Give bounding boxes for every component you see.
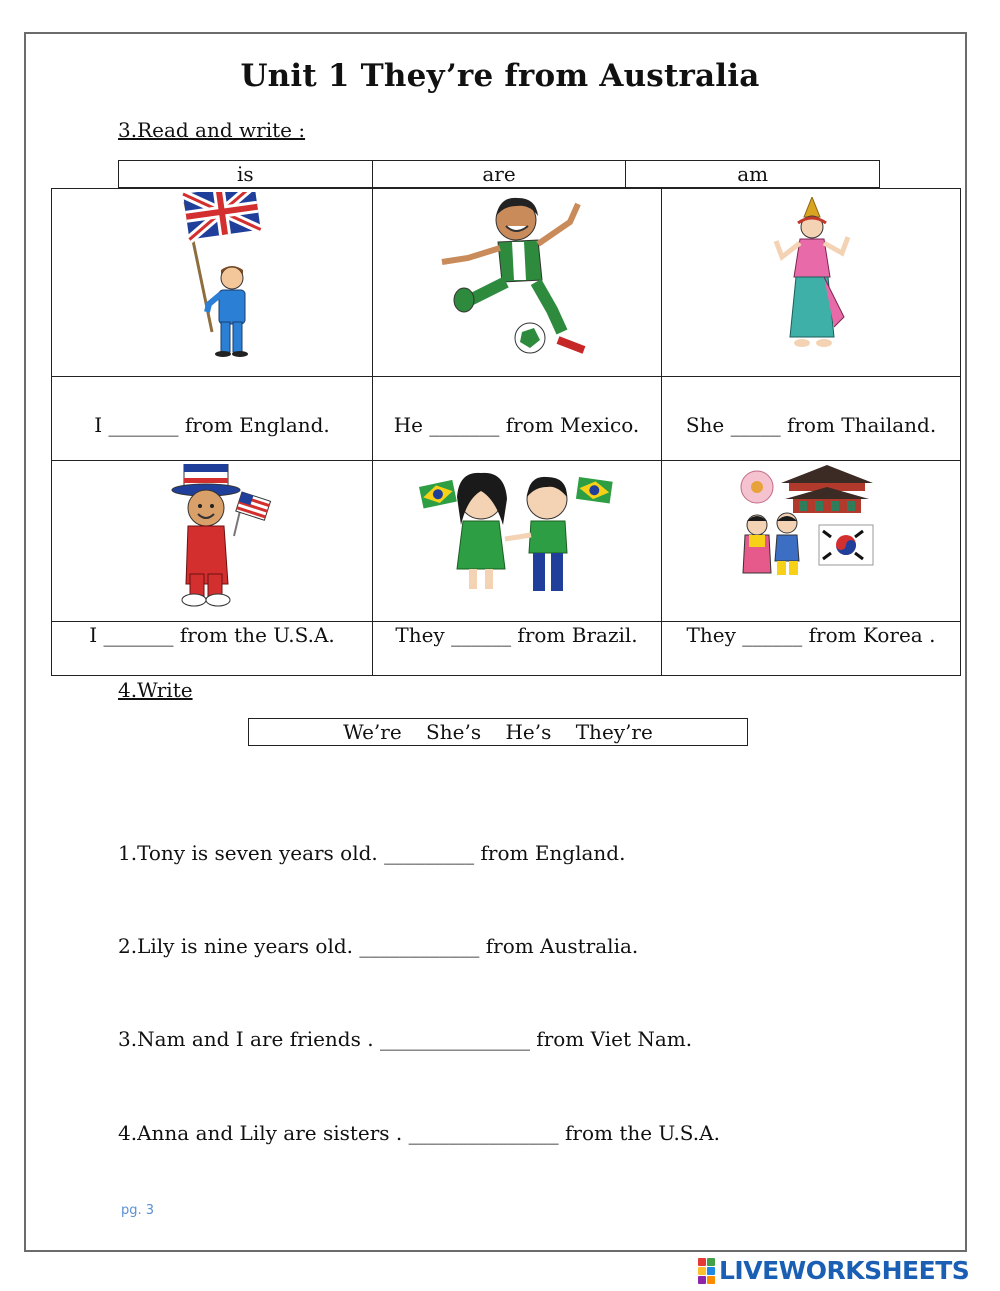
logo-square bbox=[698, 1276, 706, 1284]
picture-grid bbox=[51, 188, 961, 676]
caption-thailand: She _____ from Thailand. bbox=[685, 413, 937, 437]
sentence-2: 2.Lily is nine years old. ____________ from Australia. bbox=[118, 934, 639, 958]
word-bank-item: is bbox=[119, 161, 373, 187]
pronoun-item: She’s bbox=[426, 720, 482, 744]
pronoun-item: We’re bbox=[343, 720, 402, 744]
pronoun-item: They’re bbox=[575, 720, 653, 744]
korea-picture bbox=[737, 461, 877, 586]
sentence-3: 3.Nam and I are friends . _______________ from Viet Nam. bbox=[118, 1027, 693, 1051]
word-bank-item: am bbox=[737, 162, 769, 186]
brazil-kids-picture bbox=[419, 469, 614, 594]
liveworksheets-logo[interactable] bbox=[698, 1256, 969, 1285]
section-3-heading: 3.Read and write : bbox=[118, 118, 306, 142]
logo-square bbox=[707, 1276, 715, 1284]
thailand-dancer-picture bbox=[764, 197, 860, 357]
logo-square bbox=[698, 1258, 706, 1266]
page-title: Unit 1 They’re from Australia bbox=[240, 58, 760, 94]
section-4-heading: 4.Write bbox=[118, 678, 193, 702]
caption-korea: They ______ from Korea . bbox=[686, 623, 936, 647]
pronoun-item: He’s bbox=[505, 720, 552, 744]
sentence-4: 4.Anna and Lily are sisters . _______________ from the U.S.A. bbox=[118, 1121, 720, 1145]
england-man-picture bbox=[177, 192, 267, 364]
mexico-soccer-boy-picture bbox=[438, 192, 593, 360]
page-number: pg. 3 bbox=[121, 1203, 155, 1218]
logo-square bbox=[707, 1267, 715, 1275]
caption-usa: I _______ from the U.S.A. bbox=[89, 623, 335, 647]
liveworksheets-logo-icon bbox=[698, 1258, 715, 1284]
usa-boy-picture bbox=[164, 464, 274, 609]
caption-brazil: They ______ from Brazil. bbox=[395, 623, 638, 647]
sentence-1: 1.Tony is seven years old. _________ from England. bbox=[118, 841, 626, 865]
word-bank bbox=[118, 160, 880, 188]
caption-mexico: He _______ from Mexico. bbox=[393, 413, 640, 437]
logo-square bbox=[707, 1258, 715, 1266]
pronoun-word-bank bbox=[248, 718, 748, 746]
caption-england: I _______ from England. bbox=[94, 413, 330, 437]
word-bank-item: are bbox=[373, 161, 627, 187]
logo-square bbox=[698, 1267, 706, 1275]
brand-name: LIVEWORKSHEETS bbox=[719, 1256, 970, 1285]
